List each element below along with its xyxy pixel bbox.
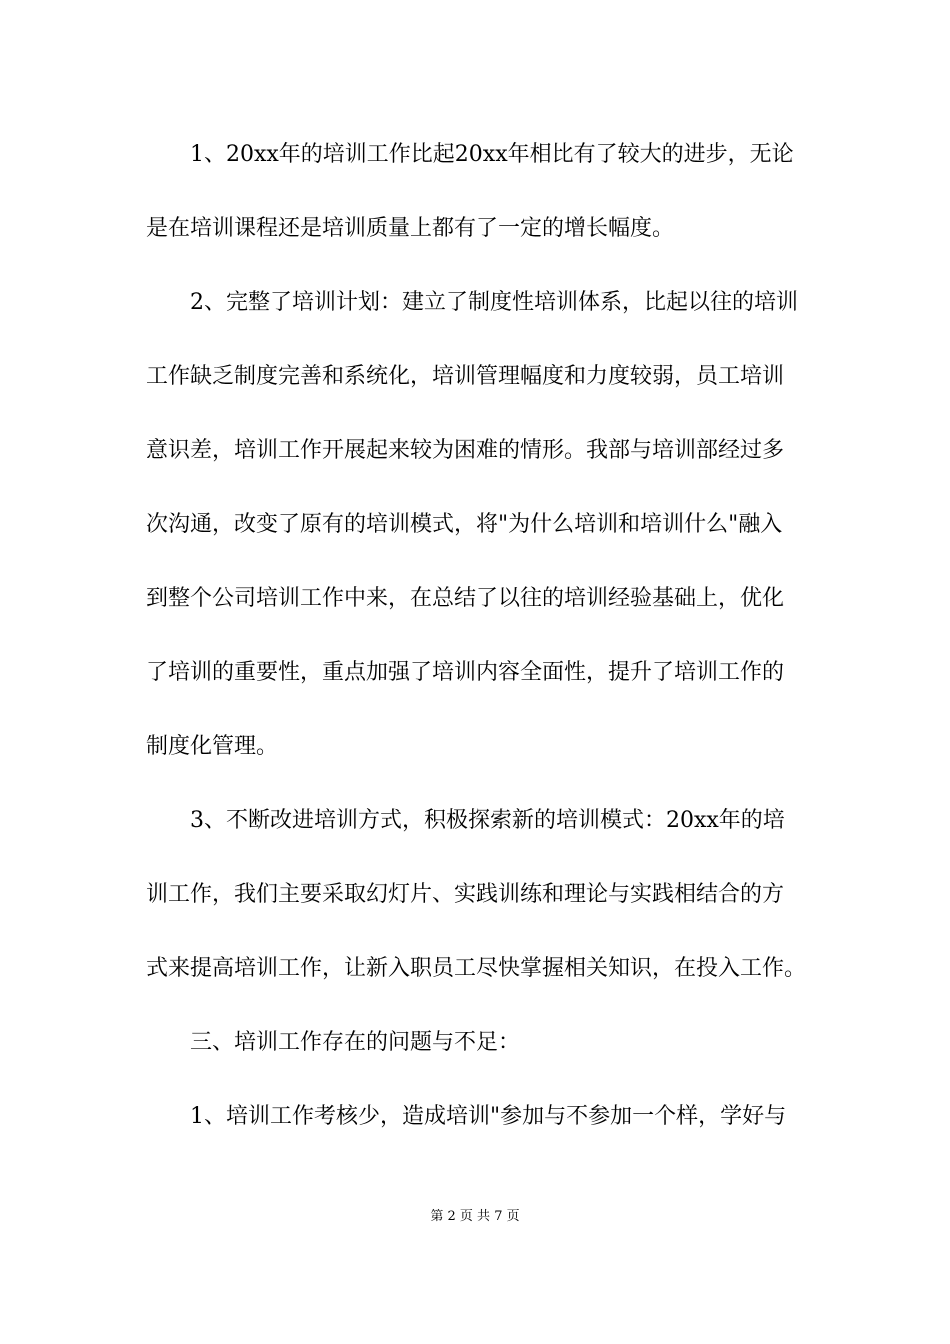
paragraph-3-line-3: 式来提高培训工作，让新入职员工尽快掌握相关知识，在投入工作。 — [146, 956, 806, 981]
paragraph-2-line-3: 意识差，培训工作开展起来较为困难的情形。我部与培训部经过多 — [146, 438, 785, 463]
paragraph-2-line-7: 制度化管理。 — [146, 734, 279, 759]
paragraph-1-line-1: 1、20xx年的培训工作比起20xx年相比有了较大的进步，无论 — [190, 142, 794, 167]
paragraph-4-line-1: 1、培训工作考核少，造成培训"参加与不参加一个样，学好与 — [190, 1104, 787, 1129]
paragraph-3-line-2: 训工作，我们主要采取幻灯片、实践训练和理论与实践相结合的方 — [146, 882, 785, 907]
paragraph-2-line-6: 了培训的重要性，重点加强了培训内容全面性，提升了培训工作的 — [146, 660, 785, 685]
paragraph-2-line-5: 到整个公司培训工作中来，在总结了以往的培训经验基础上，优化 — [146, 586, 785, 611]
paragraph-2-line-2: 工作缺乏制度完善和系统化，培训管理幅度和力度较弱，员工培训 — [146, 364, 785, 389]
paragraph-3-line-1: 3、不断改进培训方式，积极探索新的培训模式：20xx年的培 — [190, 808, 785, 833]
paragraph-2-line-1: 2、完整了培训计划：建立了制度性培训体系，比起以往的培训 — [190, 290, 798, 315]
paragraph-1-line-2: 是在培训课程还是培训质量上都有了一定的增长幅度。 — [146, 216, 675, 241]
page-number-footer: 第 2 页 共 7 页 — [430, 1209, 520, 1224]
section-heading: 三、培训工作存在的问题与不足： — [190, 1030, 521, 1055]
paragraph-2-line-4: 次沟通，改变了原有的培训模式，将"为什么培训和培训什么"融入 — [146, 512, 783, 537]
